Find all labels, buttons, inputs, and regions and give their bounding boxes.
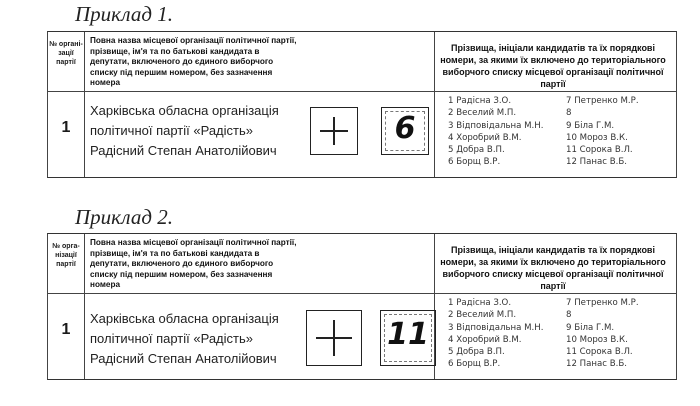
candidate-item: 4 Хоробрий В.М. (448, 132, 522, 143)
candidate-item: 2 Веселий М.П. (448, 108, 517, 119)
candidate-item: 4 Хоробрий В.М. (448, 334, 522, 345)
candidate-item: 9 Біла Г.М. (566, 322, 615, 333)
candidate-item: 3 Відповідальна М.Н. (448, 322, 544, 333)
candidate-item: 5 Добра В.П. (448, 145, 505, 156)
party-info (90, 309, 300, 369)
party-name-line2: політичної партії «Радість» (90, 123, 253, 138)
example-1-title: Приклад 1. (75, 2, 173, 26)
candidate-item: 3 Відповідальна М.Н. (448, 120, 544, 131)
column-divider (84, 234, 85, 379)
column-divider (84, 32, 85, 177)
vote-mark-box[interactable] (310, 107, 358, 155)
candidate-item: 11 Сорока В.Л. (566, 347, 633, 358)
ballot-table-2 (47, 233, 677, 380)
example-2-title: Приклад 2. (75, 205, 173, 229)
header-candidates: Прізвища, ініціали кандидатів та їх порядкові номери, за якими їх включено до територіального виборчого списку місцевої організації політичної партії (440, 245, 666, 291)
handwritten-number: 6 (394, 111, 416, 146)
candidate-item: 6 Борщ В.Р. (448, 359, 501, 370)
header-org-number: № органі-зації партії (49, 41, 83, 66)
header-party-name: Повна назва місцевої організації політичної партії, прізвище, ім'я та по батькові кандидата в депутати, включеного до єдиного виборчого списку під першим номером, без зазначення номера (90, 36, 297, 87)
header-org-number: № орга-нізації партії (52, 243, 80, 268)
party-info (90, 101, 300, 161)
column-divider (434, 32, 435, 177)
candidate-item: 7 Петренко М.Р. (566, 96, 639, 106)
candidate-item: 8 (566, 310, 572, 321)
candidates-list-left (448, 95, 543, 169)
header-candidates: Прізвища, ініціали кандидатів та їх порядкові номери, за якими їх включено до територіального виборчого списку місцевої організації політичної партії (440, 43, 666, 89)
party-leader: Радісний Степан Анатолійович (90, 143, 277, 158)
candidate-item: 12 Панас В.Б. (566, 359, 627, 370)
party-name-line1: Харківська обласна організація (90, 311, 279, 326)
candidate-item: 10 Мороз В.К. (566, 334, 628, 345)
candidate-item: 9 Біла Г.М. (566, 120, 615, 131)
party-name-line1: Харківська обласна організація (90, 103, 279, 118)
candidate-item: 10 Мороз В.К. (566, 132, 628, 143)
row-org-number: 1 (61, 321, 71, 338)
candidate-number-box[interactable] (380, 310, 436, 366)
party-name-line2: політичної партії «Радість» (90, 331, 253, 346)
candidate-item: 5 Добра В.П. (448, 347, 505, 358)
candidates-list-right (566, 297, 639, 371)
party-leader: Радісний Степан Анатолійович (90, 351, 277, 366)
candidate-item: 7 Петренко М.Р. (566, 298, 639, 308)
candidates-list-left (448, 297, 543, 371)
candidate-item: 8 (566, 108, 572, 119)
candidate-item: 6 Борщ В.Р. (448, 157, 501, 168)
vote-mark-box[interactable] (306, 310, 362, 366)
header-party-name: Повна назва місцевої організації політичної партії, прізвище, ім'я та по батькові кандидата в депутати, включеного до єдиного виборчого списку під першим номером, без зазначення номера (90, 238, 297, 289)
candidate-item: 12 Панас В.Б. (566, 157, 627, 168)
candidates-list-right (566, 95, 639, 169)
handwritten-number: 11 (387, 317, 429, 352)
candidate-item: 11 Сорока В.Л. (566, 145, 633, 156)
ballot-table-1 (47, 31, 677, 178)
candidate-item: 2 Веселий М.П. (448, 310, 517, 321)
candidate-item: 1 Радісна З.О. (448, 298, 512, 308)
row-org-number: 1 (61, 119, 71, 136)
candidate-item: 1 Радісна З.О. (448, 96, 512, 106)
candidate-number-box[interactable] (381, 107, 429, 155)
